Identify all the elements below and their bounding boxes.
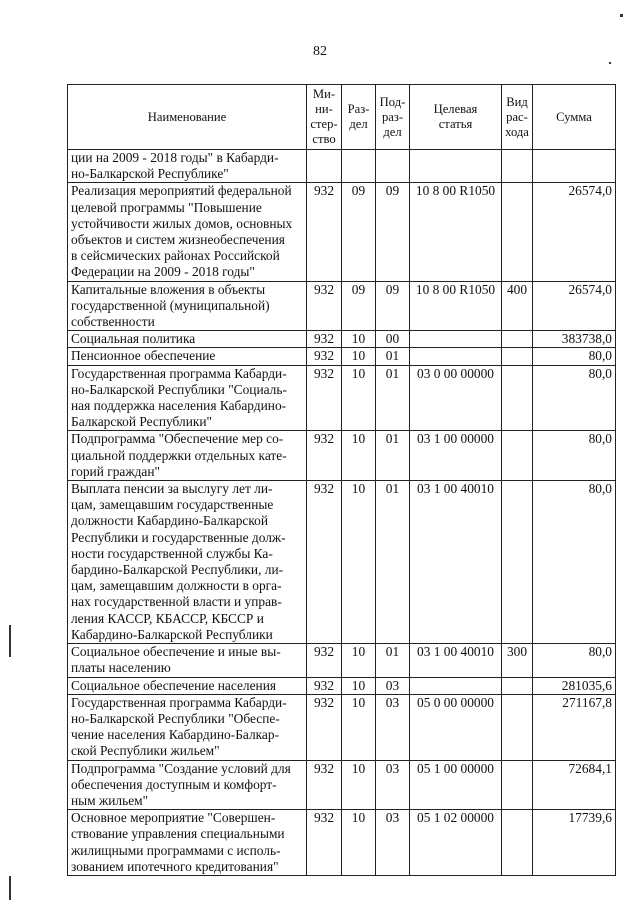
cell-subsection: 01 [376,348,410,365]
cell-name: Выплата пенсии за выслугу лет ли- цам, замещавшим государственные должности Кабардино-Балкарской Республики и государственные долж- ности государственной службы Ка- бардино-Балкарской Республики, ли- цам, замещавшим должности в орга- нах государственной власти и управ- ления КАССР, КБАССР, КБССР и Кабардино-Балкарской Республики [68,481,307,644]
table-row [68,150,616,183]
cell-section: 10 [342,348,376,365]
budget-table [67,84,616,876]
table-row [68,281,616,331]
cell-subsection: 09 [376,281,410,331]
table-row [68,183,616,281]
cell-name: Социальное обеспечение и иные вы- платы населению [68,644,307,677]
table-row [68,677,616,694]
cell-target: 03 1 00 40010 [410,644,502,677]
header-subsection: Под- раз- дел [376,85,410,150]
cell-ministry: 932 [307,694,342,760]
cell-name: Подпрограмма "Создание условий для обеспечения доступным и комфорт- ным жильем" [68,760,307,810]
table-row [68,431,616,481]
cell-subsection: 03 [376,677,410,694]
cell-ministry: 932 [307,348,342,365]
cell-name: Основное мероприятие "Совершен- ствование управления специальными жилищными программами с исполь- зованием ипотечного кредитования" [68,810,307,876]
cell-expense [502,150,533,183]
cell-section: 09 [342,281,376,331]
cell-section: 10 [342,365,376,431]
cell-amount: 383738,0 [533,331,616,348]
table-row [68,644,616,677]
cell-target: 05 0 00 00000 [410,694,502,760]
cell-amount: 271167,8 [533,694,616,760]
cell-amount: 281035,6 [533,677,616,694]
cell-expense [502,331,533,348]
cell-target: 05 1 00 00000 [410,760,502,810]
cell-amount: 80,0 [533,348,616,365]
cell-section: 10 [342,694,376,760]
cell-expense [502,431,533,481]
cell-target [410,348,502,365]
cell-section: 10 [342,431,376,481]
cell-amount: 80,0 [533,644,616,677]
table-row [68,810,616,876]
cell-section: 10 [342,481,376,644]
cell-name: ции на 2009 - 2018 годы" в Кабарди- но-Балкарской Республике" [68,150,307,183]
cell-name: Капитальные вложения в объекты государственной (муниципальной) собственности [68,281,307,331]
cell-expense: 300 [502,644,533,677]
cell-expense [502,760,533,810]
cell-target [410,150,502,183]
cell-subsection: 03 [376,694,410,760]
cell-ministry: 932 [307,481,342,644]
cell-amount: 72684,1 [533,760,616,810]
header-target: Целевая статья [410,85,502,150]
cell-name: Социальное обеспечение населения [68,677,307,694]
cell-name: Реализация мероприятий федеральной целевой программы "Повышение устойчивости жилых домов, основных объектов и систем жизнеобеспечения в сейсмических районах Российской Федерации на 2009 - 2018 годы" [68,183,307,281]
table-row [68,760,616,810]
cell-expense [502,694,533,760]
cell-ministry: 932 [307,365,342,431]
cell-subsection [376,150,410,183]
cell-ministry: 932 [307,644,342,677]
cell-target: 03 0 00 00000 [410,365,502,431]
cell-subsection: 01 [376,365,410,431]
cell-expense [502,481,533,644]
cell-ministry: 932 [307,183,342,281]
cell-ministry: 932 [307,760,342,810]
header-name: Наименование [68,85,307,150]
cell-ministry: 932 [307,677,342,694]
cell-target: 03 1 00 40010 [410,481,502,644]
cell-target: 10 8 00 R1050 [410,183,502,281]
cell-amount: 80,0 [533,481,616,644]
cell-subsection: 09 [376,183,410,281]
cell-amount: 26574,0 [533,281,616,331]
cell-subsection: 03 [376,810,410,876]
cell-target: 03 1 00 00000 [410,431,502,481]
cell-amount: 80,0 [533,365,616,431]
header-amount: Сумма [533,85,616,150]
cell-name: Подпрограмма "Обеспечение мер со- циальной поддержки отдельных кате- горий граждан" [68,431,307,481]
table-row [68,481,616,644]
cell-target [410,677,502,694]
table-row [68,348,616,365]
cell-expense [502,677,533,694]
cell-section: 10 [342,644,376,677]
cell-section: 10 [342,331,376,348]
table-row [68,694,616,760]
cell-name: Государственная программа Кабарди- но-Балкарской Республики "Социаль- ная поддержка населения Кабардино- Балкарской Республики" [68,365,307,431]
cell-section: 10 [342,677,376,694]
table-row [68,365,616,431]
cell-expense [502,365,533,431]
cell-name: Социальная политика [68,331,307,348]
cell-section: 10 [342,760,376,810]
cell-ministry: 932 [307,810,342,876]
cell-subsection: 00 [376,331,410,348]
cell-ministry: 932 [307,431,342,481]
cell-expense [502,810,533,876]
cell-amount [533,150,616,183]
scan-mark [609,62,611,64]
cell-target: 10 8 00 R1050 [410,281,502,331]
cell-amount: 80,0 [533,431,616,481]
cell-ministry [307,150,342,183]
cell-subsection: 01 [376,481,410,644]
scan-mark [620,14,623,17]
cell-subsection: 01 [376,431,410,481]
cell-amount: 26574,0 [533,183,616,281]
cell-name: Пенсионное обеспечение [68,348,307,365]
cell-target: 05 1 02 00000 [410,810,502,876]
cell-ministry: 932 [307,281,342,331]
table-row [68,331,616,348]
header-section: Раз- дел [342,85,376,150]
cell-name: Государственная программа Кабарди- но-Балкарской Республики "Обеспе- чение населения Кабардино-Балкар- ской Республики жильем" [68,694,307,760]
scan-mark [9,625,11,657]
cell-target [410,331,502,348]
cell-subsection: 03 [376,760,410,810]
header-ministry: Ми- ни- стер- ство [307,85,342,150]
scan-mark [9,876,11,900]
cell-section [342,150,376,183]
header-expense: Вид рас- хода [502,85,533,150]
page-number: 82 [313,44,327,59]
cell-expense [502,183,533,281]
cell-section: 09 [342,183,376,281]
cell-subsection: 01 [376,644,410,677]
cell-section: 10 [342,810,376,876]
cell-expense: 400 [502,281,533,331]
cell-ministry: 932 [307,331,342,348]
cell-expense [502,348,533,365]
table-header-row [68,85,616,150]
cell-amount: 17739,6 [533,810,616,876]
